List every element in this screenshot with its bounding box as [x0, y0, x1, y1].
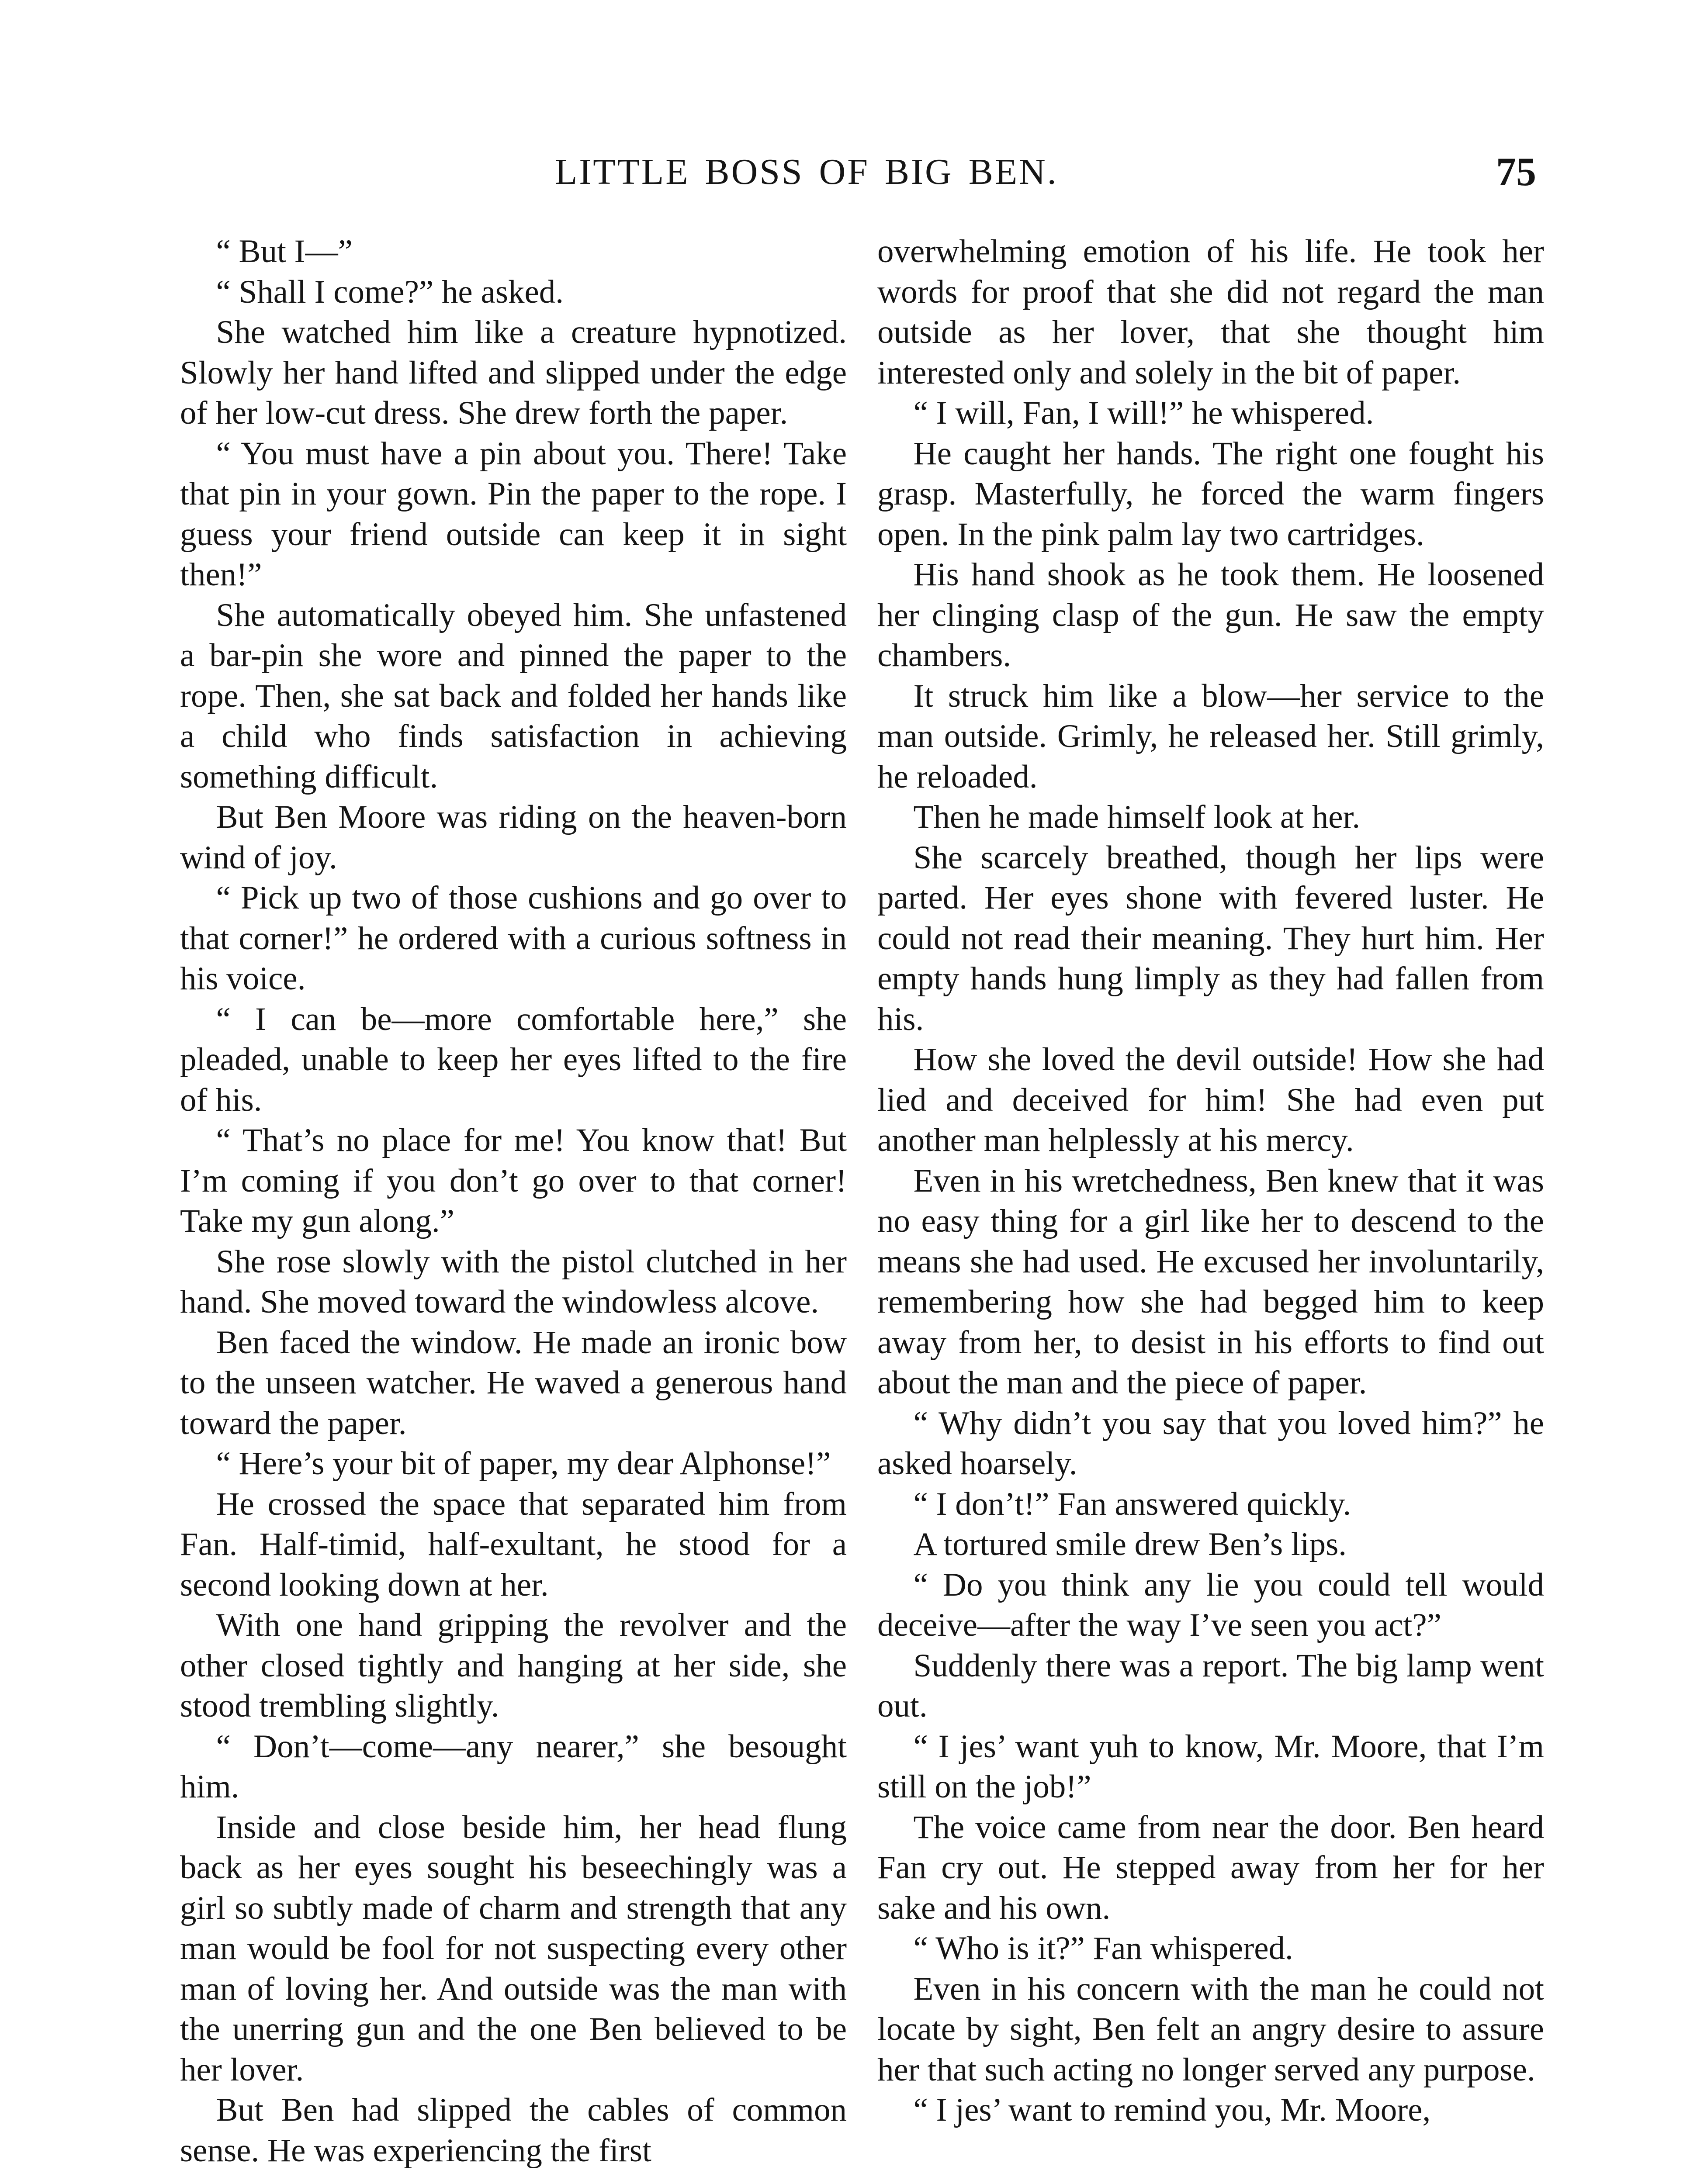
- paragraph: She rose slowly with the pistol clutched in her hand. She moved toward the windowless alcove.: [180, 1243, 847, 1320]
- paragraph: “ Here’s your bit of paper, my dear Alphonse!”: [216, 1445, 831, 1482]
- paragraph: But Ben had slipped the cables of common sense. He was experiencing the first: [180, 2092, 847, 2169]
- paragraph: It struck him like a blow—her service to the man outside. Grimly, he released her. Still grimly, he reloaded.: [877, 677, 1544, 795]
- paragraph: The voice came from near the door. Ben heard Fan cry out. He stepped away from her for her sake and his own.: [877, 1809, 1544, 1926]
- paragraph: “ That’s no place for me! You know that! But I’m coming if you don’t go over to that corner! Take my gun along.”: [180, 1122, 847, 1239]
- paragraph: “ Who is it?” Fan whispered.: [913, 1930, 1293, 1966]
- paragraph: She automatically obeyed him. She unfastened a bar-pin she wore and pinned the paper to the rope. Then, she sat back and folded her hands like a child who finds satisfaction in achieving something difficult.: [180, 597, 847, 795]
- paragraph: “ Do you think any lie you could tell would deceive—after the way I’ve seen you act?”: [877, 1566, 1544, 1643]
- paragraph: “ Why didn’t you say that you loved him?” he asked hoarsely.: [877, 1405, 1544, 1482]
- paragraph: He crossed the space that separated him from Fan. Half-timid, half-exultant, he stood for a second looking down at her.: [180, 1486, 847, 1603]
- paragraph: A tortured smile drew Ben’s lips.: [913, 1526, 1347, 1562]
- paragraph: “ Don’t—come—any nearer,” she besought him.: [180, 1728, 847, 1805]
- paragraph: With one hand gripping the revolver and the other closed tightly and hanging at her side, she stood trembling slightly.: [180, 1607, 847, 1724]
- paragraph: “ Shall I come?” he asked.: [216, 273, 564, 310]
- paragraph: Suddenly there was a report. The big lamp went out.: [877, 1647, 1544, 1724]
- paragraph: Even in his wretchedness, Ben knew that it was no easy thing for a girl like her to descend to the means she had used. He excused her involuntarily, remembering how she had begged him to keep away from her, to desist in his efforts to find out about the man and the piece of paper.: [877, 1162, 1544, 1401]
- paragraph: He caught her hands. The right one fought his grasp. Masterfully, he forced the warm fingers open. In the pink palm lay two cartridges.: [877, 435, 1544, 553]
- paragraph: “ You must have a pin about you. There! Take that pin in your gown. Pin the paper to the rope. I guess your friend outside can keep it in sight then!”: [180, 435, 847, 593]
- paragraph: But Ben Moore was riding on the heaven-born wind of joy.: [180, 799, 847, 876]
- paragraph: Ben faced the window. He made an ironic bow to the unseen watcher. He waved a generous hand toward the paper.: [180, 1324, 847, 1441]
- page-number: 75: [1496, 149, 1536, 194]
- paragraph: “ But I—”: [216, 233, 353, 270]
- paragraph: Even in his concern with the man he could not locate by sight, Ben felt an angry desire to assure her that such acting no longer served any purpose.: [877, 1970, 1544, 2088]
- paragraph: She scarcely breathed, though her lips were parted. Her eyes shone with fevered luster. He could not read their meaning. They hurt him. Her empty hands hung limply as they had fallen from his.: [877, 839, 1544, 1037]
- paragraph: “ I will, Fan, I will!” he whispered.: [913, 395, 1374, 431]
- paragraph: She watched him like a creature hypnotized. Slowly her hand lifted and slipped under the edge of her low-cut dress. She drew forth the paper.: [180, 314, 847, 431]
- paragraph: “ I jes’ want to remind you, Mr. Moore,: [913, 2092, 1431, 2128]
- paragraph: “ I can be—more comfortable here,” she pleaded, unable to keep her eyes lifted to the fire of his.: [180, 1001, 847, 1118]
- running-title: LITTLE BOSS OF BIG BEN.: [555, 152, 1058, 192]
- paragraph: “ Pick up two of those cushions and go over to that corner!” he ordered with a curious softness in his voice.: [180, 880, 847, 997]
- left-text-column: [180, 232, 847, 2171]
- paragraph: “ I jes’ want yuh to know, Mr. Moore, that I’m still on the job!”: [877, 1728, 1544, 1805]
- paragraph: How she loved the devil outside! How she had lied and deceived for him! She had even put another man helplessly at his mercy.: [877, 1041, 1544, 1158]
- page-header: [0, 0, 1704, 227]
- paragraph: His hand shook as he took them. He loosened her clinging clasp of the gun. He saw the empty chambers.: [877, 556, 1544, 674]
- right-text-column: [877, 232, 1544, 2131]
- paragraph: Then he made himself look at her.: [913, 799, 1361, 835]
- paragraph: “ I don’t!” Fan answered quickly.: [913, 1486, 1351, 1522]
- paragraph: Inside and close beside him, her head flung back as her eyes sought his beseechingly was a girl so subtly made of charm and strength that any man would be fool for not suspecting every other man of loving her. And outside was the man with the unerring gun and the one Ben believed to be her lover.: [180, 1809, 847, 2088]
- paragraph-continued: overwhelming emotion of his life. He took her words for proof that she did not regard the man outside as her lover, that she thought him interested only and solely in the bit of paper.: [877, 233, 1544, 391]
